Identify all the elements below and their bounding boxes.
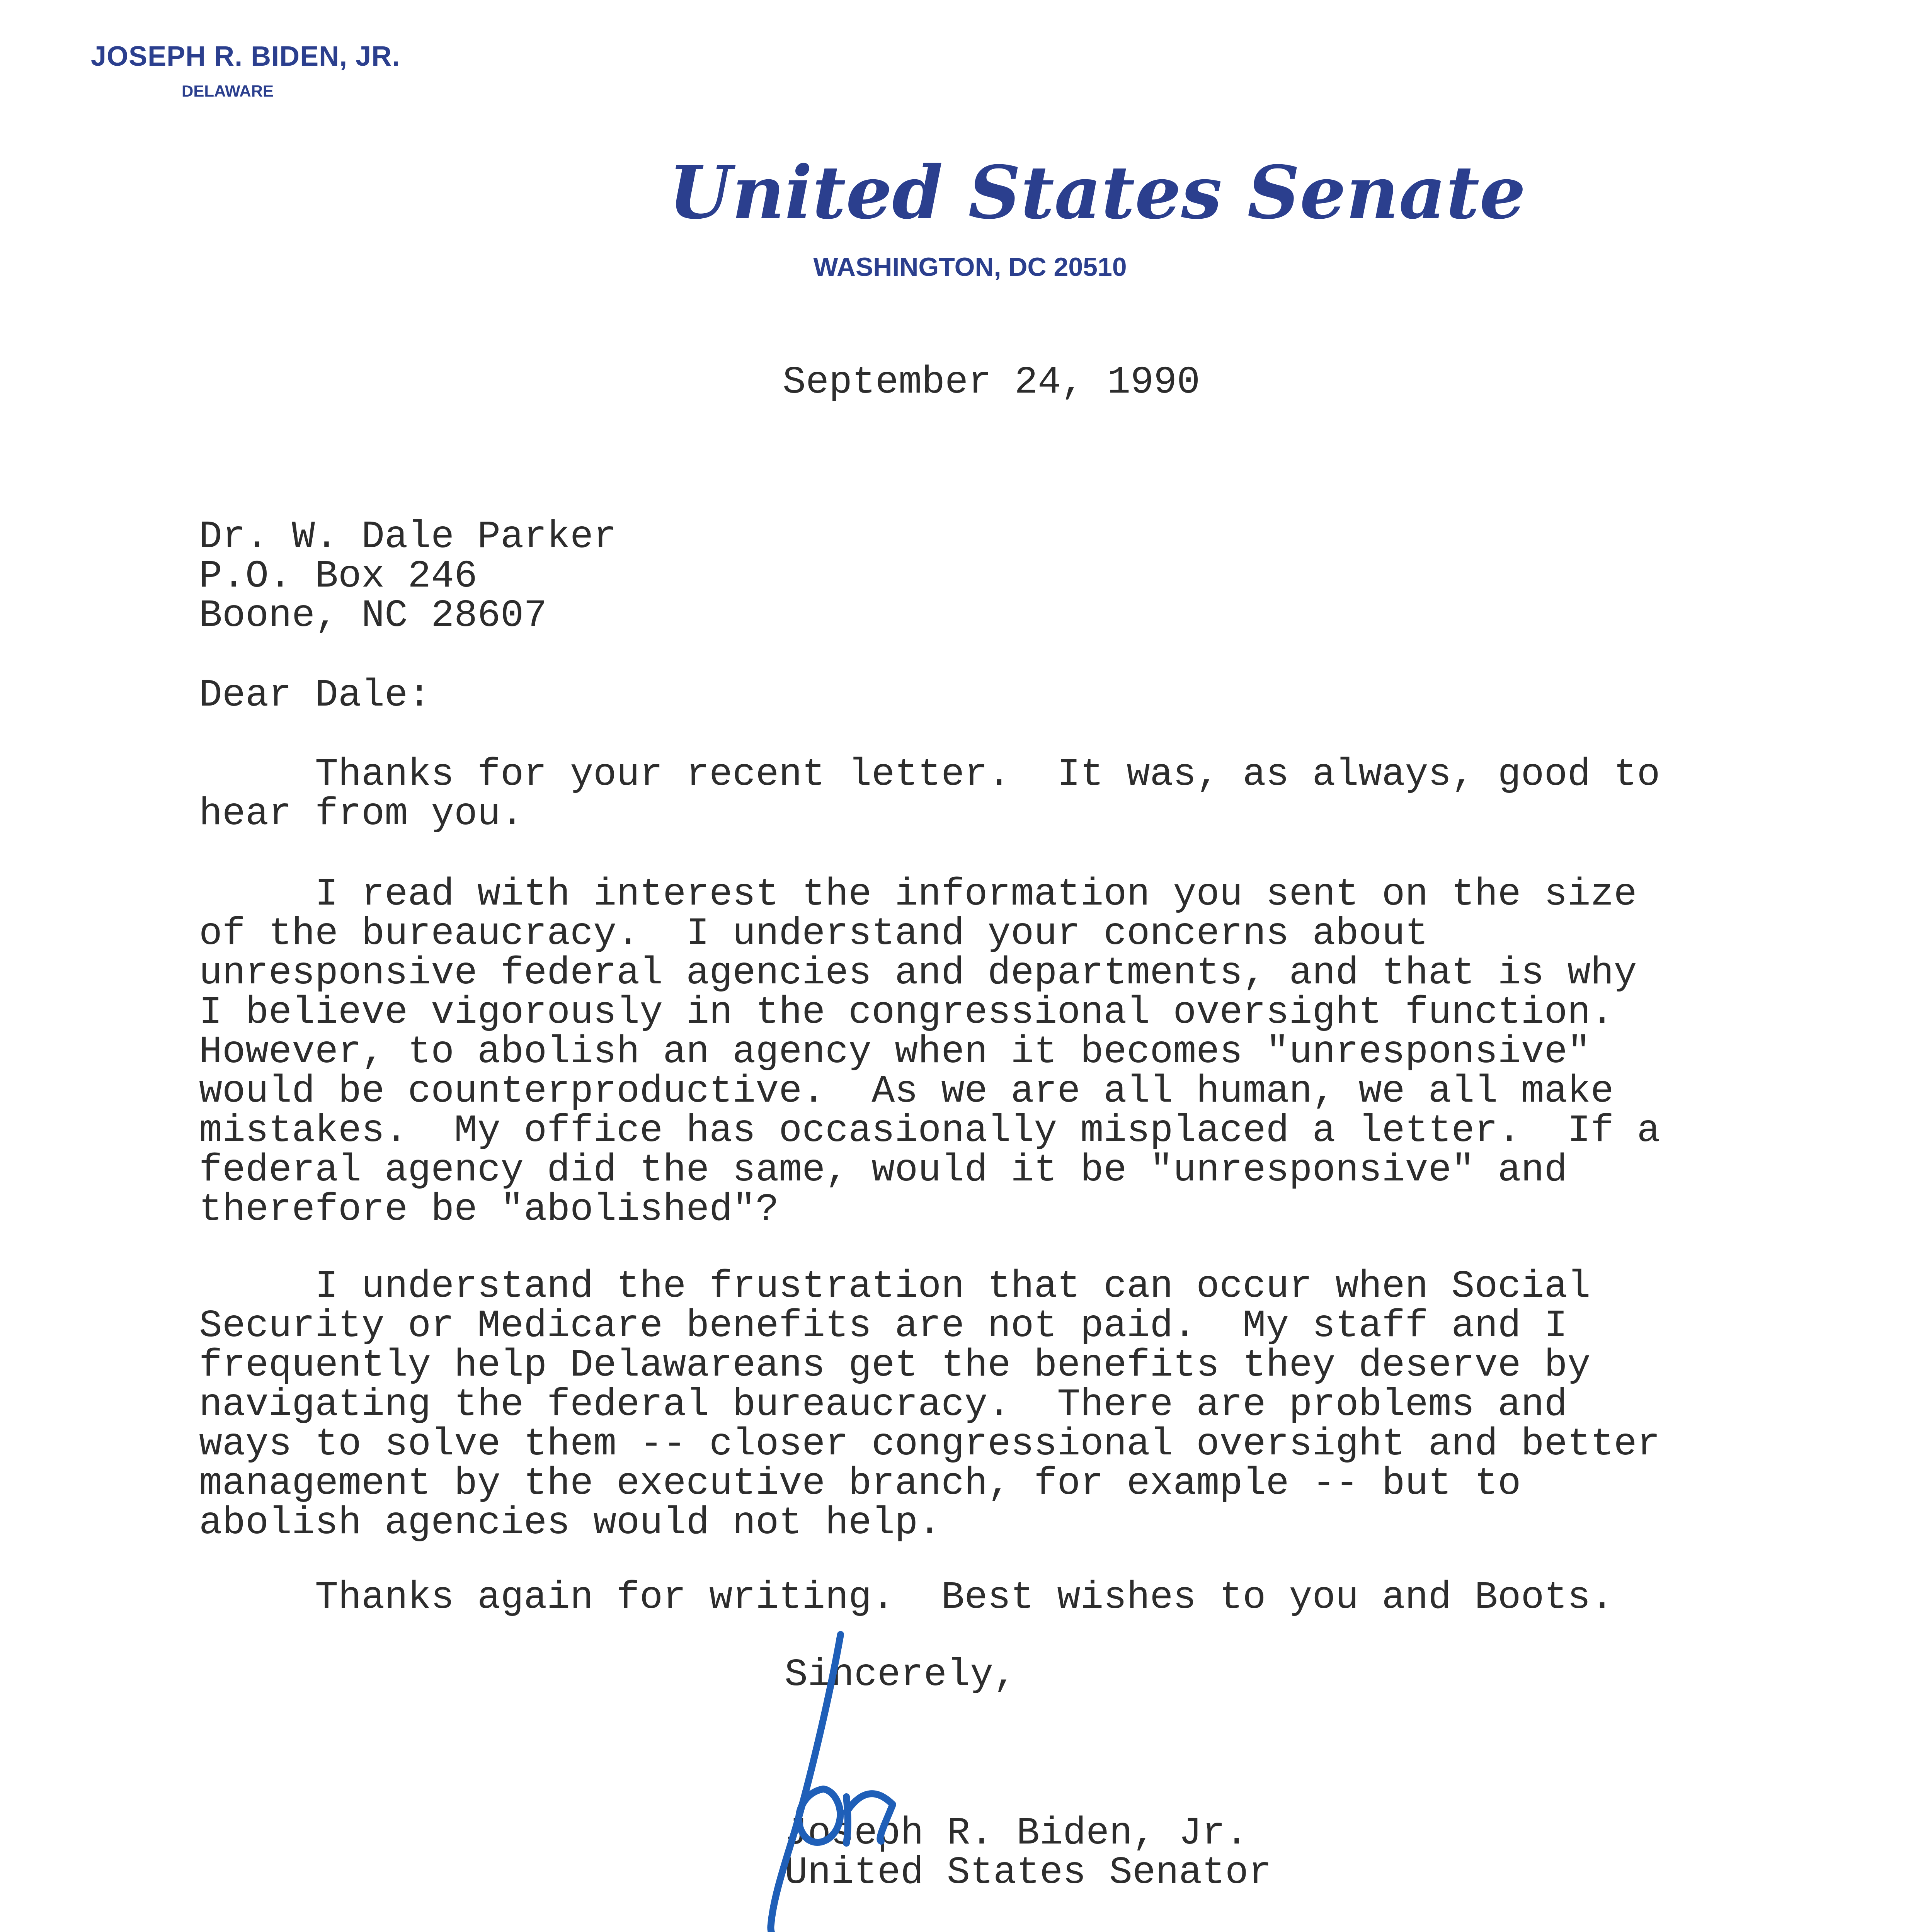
closing: Sincerely, bbox=[785, 1653, 1017, 1697]
signer-name: Joseph R. Biden, Jr. bbox=[785, 1812, 1249, 1855]
paragraph-4: Thanks again for writing. Best wishes to you and Boots. bbox=[199, 1576, 1614, 1620]
letter-date: September 24, 1990 bbox=[783, 361, 1200, 405]
senate-title: United States Senate bbox=[669, 150, 1526, 235]
senate-address: WASHINGTON, DC 20510 bbox=[813, 252, 1127, 282]
handwritten-signature bbox=[750, 1623, 943, 1932]
paragraph-2: I read with interest the information you sent on the size of the bureaucracy. I understand your concerns about unresponsive federal agencies and departments, and that is why I believe vigorously in the congressional oversight function. However, to abolish an agency when it becomes "unresponsive" would be counterproductive. As we are all human, we all make mistakes. My office has occasionally misplaced a letter. If a federal agency did the same, would it be "unresponsive" and therefore be "abolished"? bbox=[199, 873, 1660, 1232]
signer-title: United States Senator bbox=[785, 1851, 1272, 1895]
recipient-address: Dr. W. Dale Parker P.O. Box 246 Boone, NC 28607 bbox=[199, 515, 617, 638]
paragraph-1: Thanks for your recent letter. It was, as always, good to hear from you. bbox=[199, 753, 1660, 836]
signature-stroke-o bbox=[799, 1789, 840, 1842]
letterhead-senator-name: JOSEPH R. BIDEN, JR. bbox=[91, 41, 400, 72]
letterhead-state: DELAWARE bbox=[182, 82, 274, 100]
salutation: Dear Dale: bbox=[199, 674, 431, 718]
signature-stroke-f bbox=[771, 1634, 841, 1932]
paragraph-3: I understand the frustration that can occur when Social Security or Medicare benefits are not paid. My staff and I frequently help Delawareans get the benefits they deserve by navigating the federal bureaucracy. There are problems and ways to solve them -- closer congressional oversight and better management by the executive branch, for example -- but to abolish agencies would not help. bbox=[199, 1265, 1660, 1545]
signature-stroke-r bbox=[846, 1794, 893, 1843]
